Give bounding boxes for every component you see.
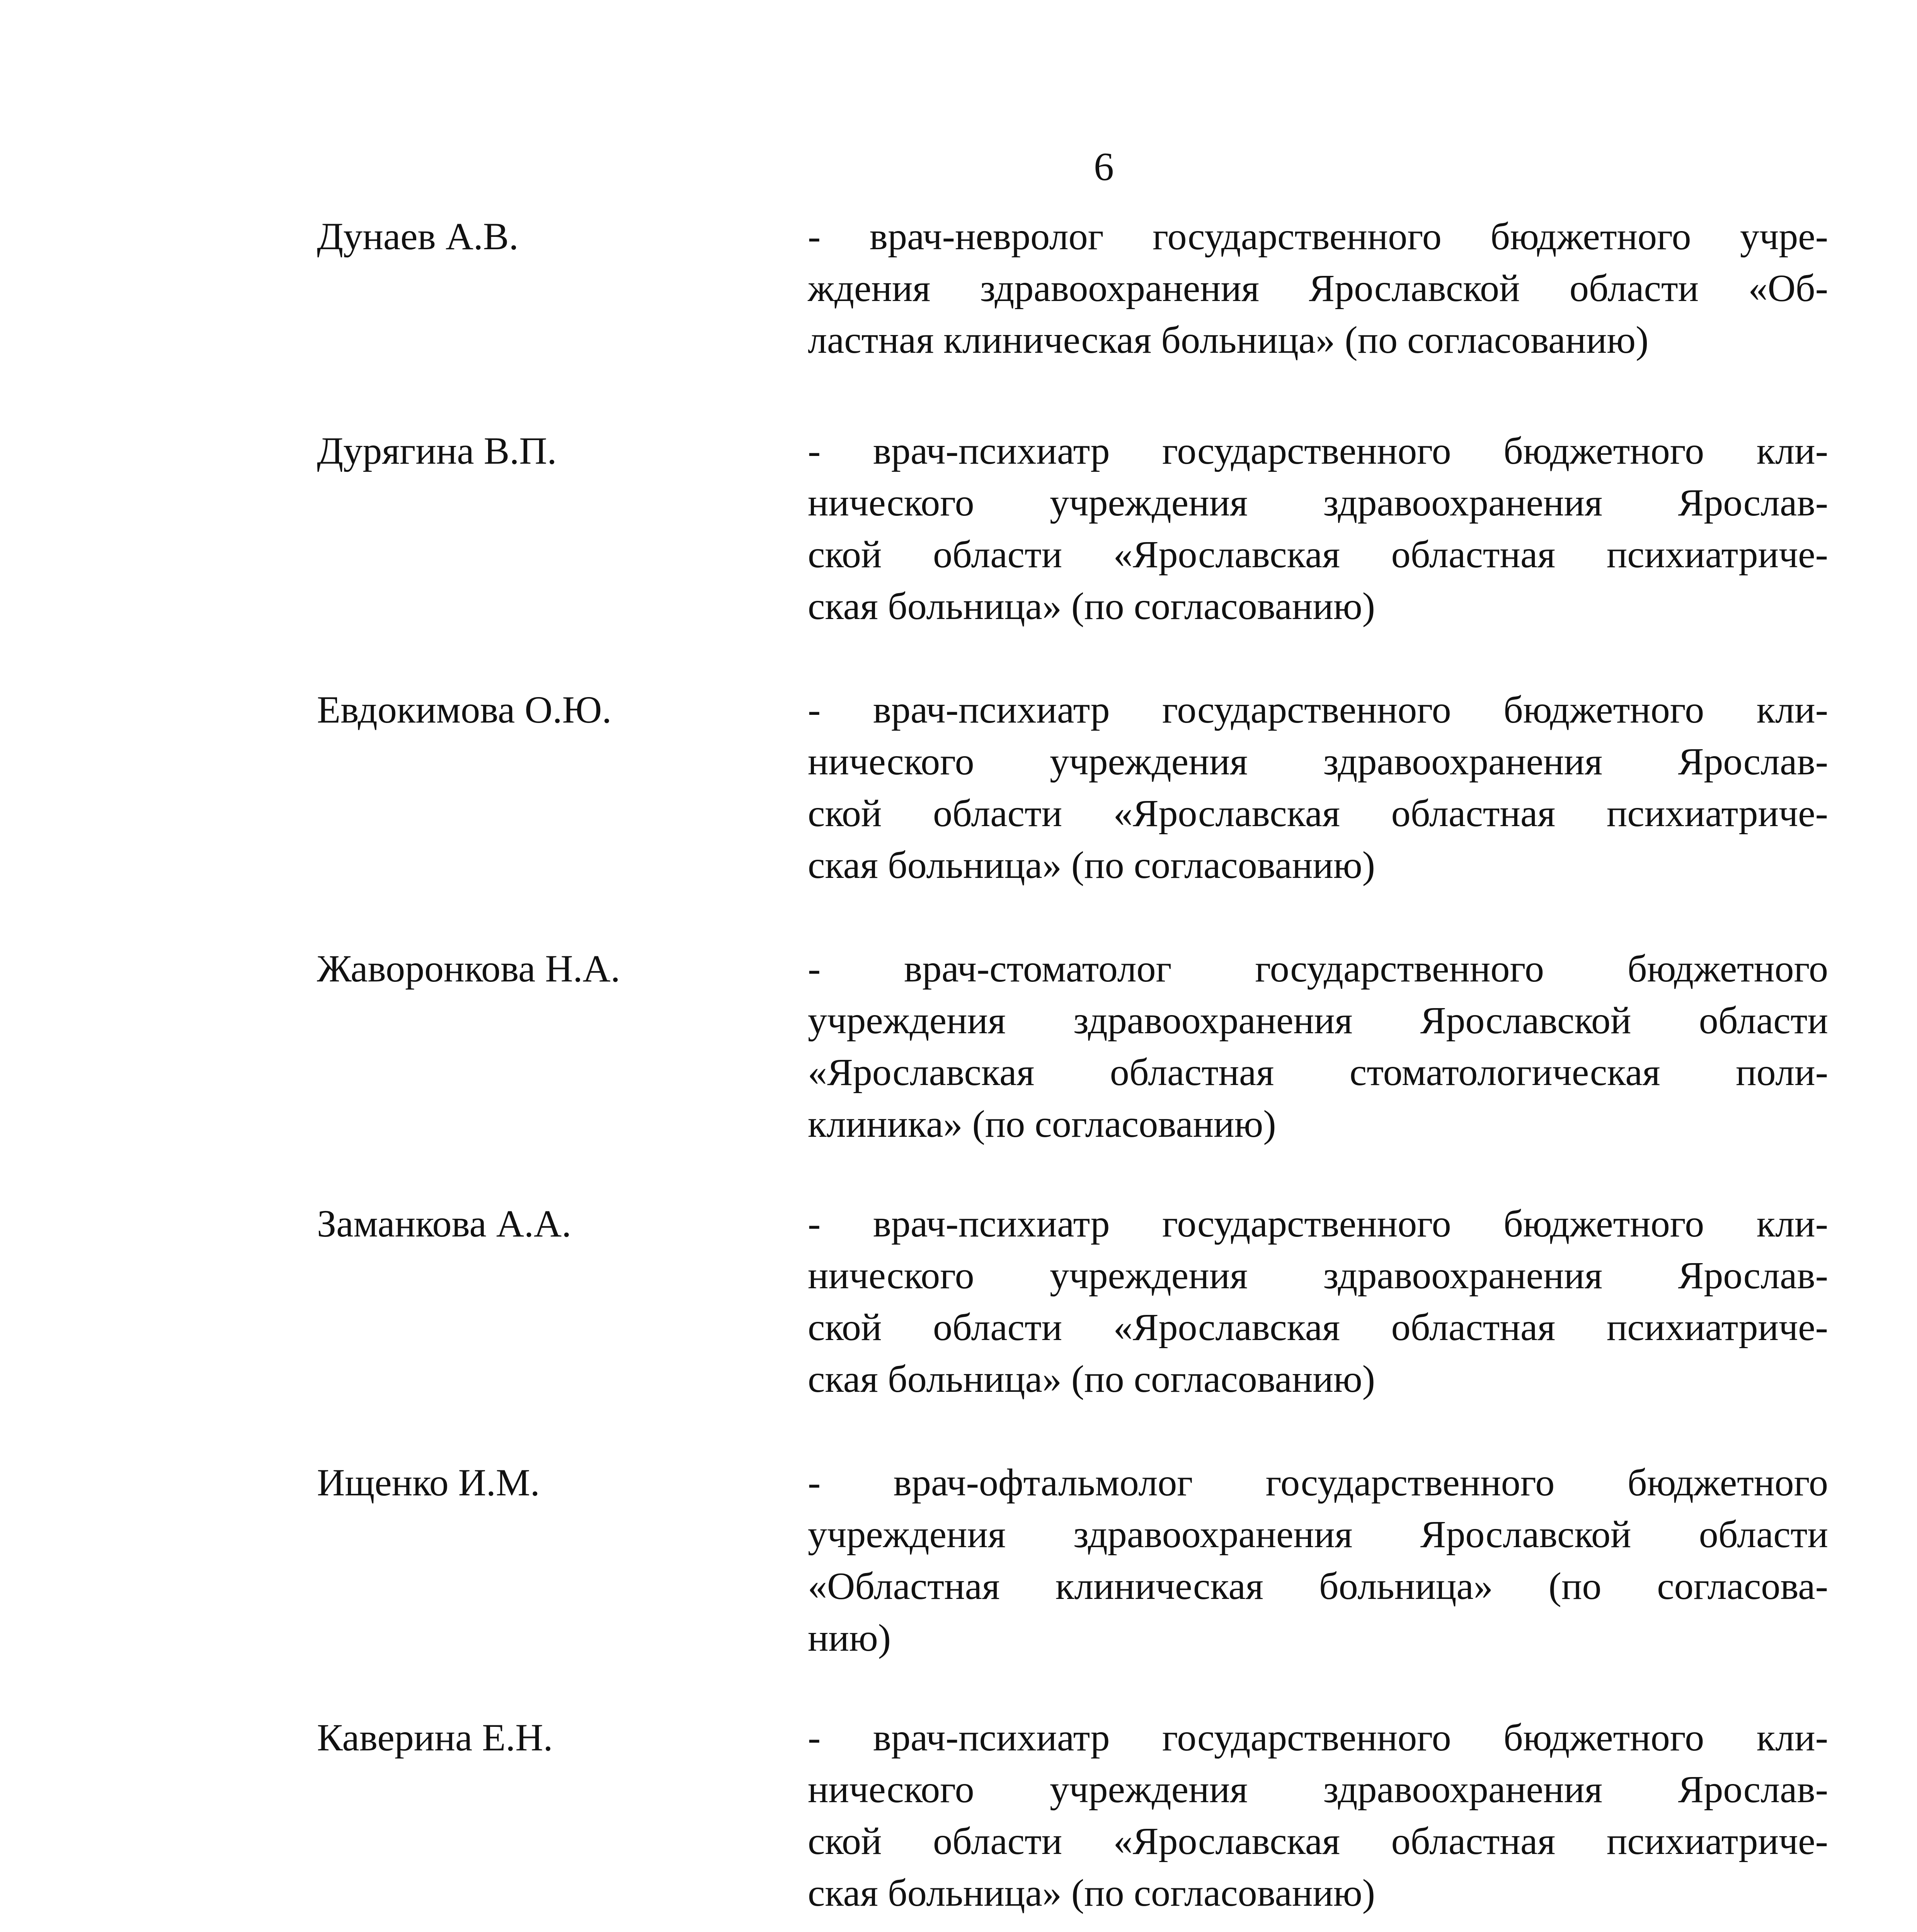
description-line: - врач-психиатр государственного бюджетного кли- [808, 1716, 1828, 1759]
description-line: ская больница» (по согласованию) [808, 1357, 1375, 1400]
description-line: нического учреждения здравоохранения Ярослав- [808, 1768, 1828, 1811]
position-description [808, 684, 1828, 891]
description-line: нического учреждения здравоохранения Ярослав- [808, 740, 1828, 783]
description-line: ской области «Ярославская областная психиатриче- [808, 1306, 1828, 1349]
person-name: Заманкова А.А. [317, 1202, 572, 1245]
description-line: учреждения здравоохранения Ярославской области [808, 999, 1828, 1042]
position-description [808, 1712, 1828, 1919]
description-line: - врач-психиатр государственного бюджетного кли- [808, 1202, 1828, 1245]
description-line: ская больница» (по согласованию) [808, 844, 1375, 886]
position-description [808, 943, 1828, 1150]
person-name: Дунаев А.В. [317, 215, 519, 258]
position-description [808, 1198, 1828, 1405]
description-line: - врач-психиатр государственного бюджетного кли- [808, 429, 1828, 472]
person-name: Жаворонкова Н.А. [317, 947, 620, 990]
description-line: учреждения здравоохранения Ярославской области [808, 1513, 1828, 1556]
description-line: «Областная клиническая больница» (по согласова- [808, 1565, 1828, 1607]
description-line: ская больница» (по согласованию) [808, 585, 1375, 628]
description-line: нического учреждения здравоохранения Ярослав- [808, 1254, 1828, 1297]
description-line: - врач-стоматолог государственного бюджетного [808, 947, 1828, 990]
position-description [808, 425, 1828, 632]
description-line: ская больница» (по согласованию) [808, 1871, 1375, 1914]
description-line: «Ярославская областная стоматологическая поли- [808, 1051, 1828, 1094]
person-name: Дурягина В.П. [317, 429, 557, 472]
description-line: ской области «Ярославская областная психиатриче- [808, 1820, 1828, 1862]
description-line: ской области «Ярославская областная психиатриче- [808, 533, 1828, 576]
person-name: Евдокимова О.Ю. [317, 688, 612, 731]
person-name: Каверина Е.Н. [317, 1716, 553, 1759]
description-line: нического учреждения здравоохранения Ярослав- [808, 481, 1828, 524]
position-description [808, 1457, 1828, 1664]
description-line: ждения здравоохранения Ярославской области «Об- [808, 267, 1828, 310]
description-line: - врач-психиатр государственного бюджетного кли- [808, 688, 1828, 731]
person-name: Ищенко И.М. [317, 1461, 540, 1504]
page-number: 6 [1094, 145, 1114, 189]
description-line: ластная клиническая больница» (по согласованию) [808, 318, 1649, 361]
position-description [808, 211, 1828, 366]
description-line: ской области «Ярославская областная психиатриче- [808, 792, 1828, 835]
description-line: нию) [808, 1616, 891, 1659]
description-line: клиника» (по согласованию) [808, 1102, 1276, 1145]
description-line: - врач-невролог государственного бюджетного учре- [808, 215, 1828, 258]
description-line: - врач-офтальмолог государственного бюджетного [808, 1461, 1828, 1504]
